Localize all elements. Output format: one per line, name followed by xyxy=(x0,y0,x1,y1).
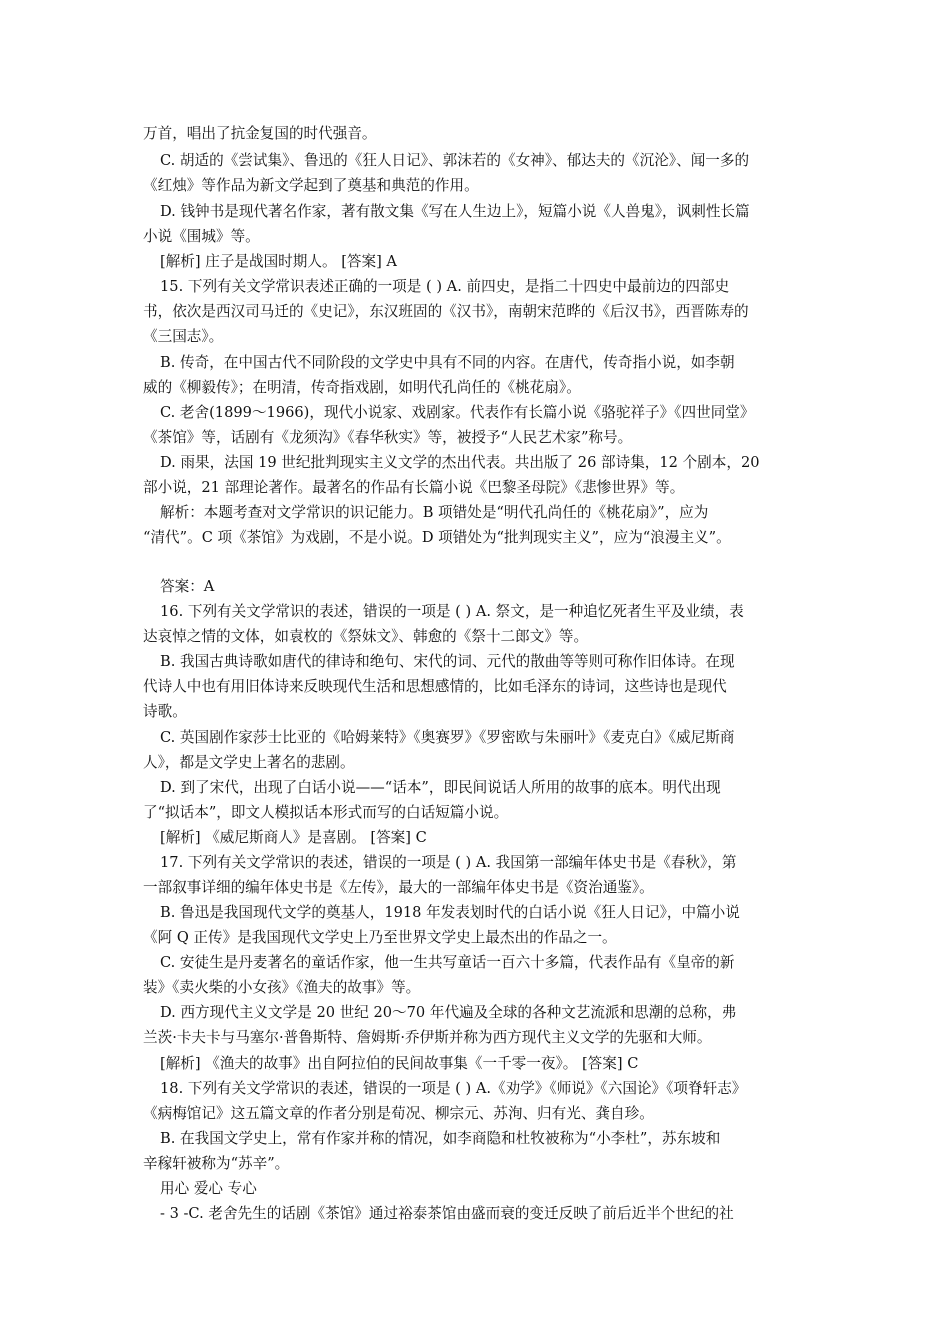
analysis-line: [解析] 庄子是战国时期人。 [答案] A xyxy=(160,253,397,270)
text-line: 诗歌。 xyxy=(143,703,187,720)
question-line: 16. 下列有关文学常识的表述，错误的一项是 ( ) A. 祭文，是一种追忆死者生平及业绩，表 xyxy=(160,603,744,620)
text-line: 万首，唱出了抗金复国的时代强音。 xyxy=(143,125,377,142)
text-line: C. 安徒生是丹麦著名的童话作家，他一生共写童话一百六十多篇，代表作品有《皇帝的新 xyxy=(160,954,735,971)
text-line: 部小说，21 部理论著作。最著名的作品有长篇小说《巴黎圣母院》《悲惨世界》等。 xyxy=(143,479,685,496)
text-line: C. 胡适的《尝试集》、鲁迅的《狂人日记》、郭沫若的《女神》、郁达夫的《沉沦》、闻一多的 xyxy=(160,152,750,169)
text-line: 《阿 Q 正传》是我国现代文学史上乃至世界文学史上最杰出的作品之一。 xyxy=(143,929,617,946)
text-line: B. 我国古典诗歌如唐代的律诗和绝句、宋代的词、元代的散曲等等则可称作旧体诗。在现 xyxy=(160,653,735,670)
text-line: 《三国志》。 xyxy=(143,328,224,345)
text-line: C. 老舍(1899～1966)，现代小说家、戏剧家。代表作有长篇小说《骆驼祥子》《四世同堂》 xyxy=(160,404,755,421)
question-line: 15. 下列有关文学常识表述正确的一项是 ( ) A. 前四史，是指二十四史中最前边的四部史 xyxy=(160,278,730,295)
answer-line: 答案：A xyxy=(160,578,215,595)
text-line: “清代”。C 项《茶馆》为戏剧，不是小说。D 项错处为“批判现实主义”，应为“浪漫主义”。 xyxy=(143,529,731,546)
text-line: 兰茨·卡夫卡与马塞尔·普鲁斯特、詹姆斯·乔伊斯并称为西方现代主义文学的先驱和大师。 xyxy=(143,1029,712,1046)
text-line: C. 英国剧作家莎士比亚的《哈姆莱特》《奥赛罗》《罗密欧与朱丽叶》《麦克白》《威尼斯商 xyxy=(160,729,735,746)
text-line: 书，依次是西汉司马迁的《史记》，东汉班固的《汉书》，南朝宋范晔的《后汉书》，西晋陈寿的 xyxy=(143,303,749,320)
question-line: 18. 下列有关文学常识的表述，错误的一项是 ( ) A.《劝学》《师说》《六国论》《项脊轩志》 xyxy=(160,1080,747,1097)
text-line: 达哀悼之情的文体，如袁枚的《祭妹文》、韩愈的《祭十二郎文》等。 xyxy=(143,628,589,645)
text-line: 装》《卖火柴的小女孩》《渔夫的故事》等。 xyxy=(143,979,421,996)
text-line: 小说《围城》等。 xyxy=(143,228,260,245)
text-line: 一部叙事详细的编年体史书是《左传》，最大的一部编年体史书是《资治通鉴》。 xyxy=(143,879,654,896)
question-line: 17. 下列有关文学常识的表述，错误的一项是 ( ) A. 我国第一部编年体史书是《春秋》，第 xyxy=(160,854,737,871)
text-line: B. 传奇，在中国古代不同阶段的文学史中具有不同的内容。在唐代，传奇指小说，如李朝 xyxy=(160,354,735,371)
text-line: 人》，都是文学史上著名的悲剧。 xyxy=(143,754,355,771)
analysis-line: [解析] 《威尼斯商人》是喜剧。 [答案] C xyxy=(160,829,427,846)
text-line: D. 到了宋代，出现了白话小说——“话本”，即民间说话人所用的故事的底本。明代出现 xyxy=(160,779,721,796)
text-line: D. 西方现代主义文学是 20 世纪 20～70 年代遍及全球的各种文艺流派和思潮的总称，弗 xyxy=(160,1004,737,1021)
text-line: D. 钱钟书是现代著名作家，著有散文集《写在人生边上》，短篇小说《人兽鬼》，讽刺性长篇 xyxy=(160,203,750,220)
analysis-line: 解析：本题考查对文学常识的识记能力。B 项错处是“明代孔尚任的《桃花扇》”，应为 xyxy=(160,504,709,521)
text-line: B. 鲁迅是我国现代文学的奠基人，1918 年发表划时代的白话小说《狂人日记》，中篇小说 xyxy=(160,904,740,921)
analysis-line: [解析] 《渔夫的故事》出自阿拉伯的民间故事集《一千零一夜》。 [答案] C xyxy=(160,1055,639,1072)
text-line: B. 在我国文学史上，常有作家并称的情况，如李商隐和杜牧被称为“小李杜”，苏东坡和 xyxy=(160,1130,721,1147)
text-line: 代诗人中也有用旧体诗来反映现代生活和思想感情的，比如毛泽东的诗词，这些诗也是现代 xyxy=(143,678,727,695)
text-line: 辛稼轩被称为“苏辛”。 xyxy=(143,1155,290,1172)
text-line: 了“拟话本”，即文人模拟话本形式而写的白话短篇小说。 xyxy=(143,804,509,821)
page-footer-line: - 3 -C. 老舍先生的话剧《茶馆》通过裕泰茶馆由盛而衰的变迁反映了前后近半个世纪的社 xyxy=(160,1205,734,1222)
text-line: 《病梅馆记》这五篇文章的作者分别是荀况、柳宗元、苏洵、归有光、龚自珍。 xyxy=(143,1105,654,1122)
text-line: 《茶馆》等，话剧有《龙须沟》《春华秋实》等，被授予“人民艺术家”称号。 xyxy=(143,429,633,446)
text-line: 《红烛》等作品为新文学起到了奠基和典范的作用。 xyxy=(143,177,479,194)
footer-motto: 用心 爱心 专心 xyxy=(160,1180,257,1197)
text-line: 威的《柳毅传》；在明清，传奇指戏剧，如明代孔尚任的《桃花扇》。 xyxy=(143,379,581,396)
text-line: D. 雨果，法国 19 世纪批判现实主义文学的杰出代表。共出版了 26 部诗集，12 个剧本，20 xyxy=(160,454,760,471)
